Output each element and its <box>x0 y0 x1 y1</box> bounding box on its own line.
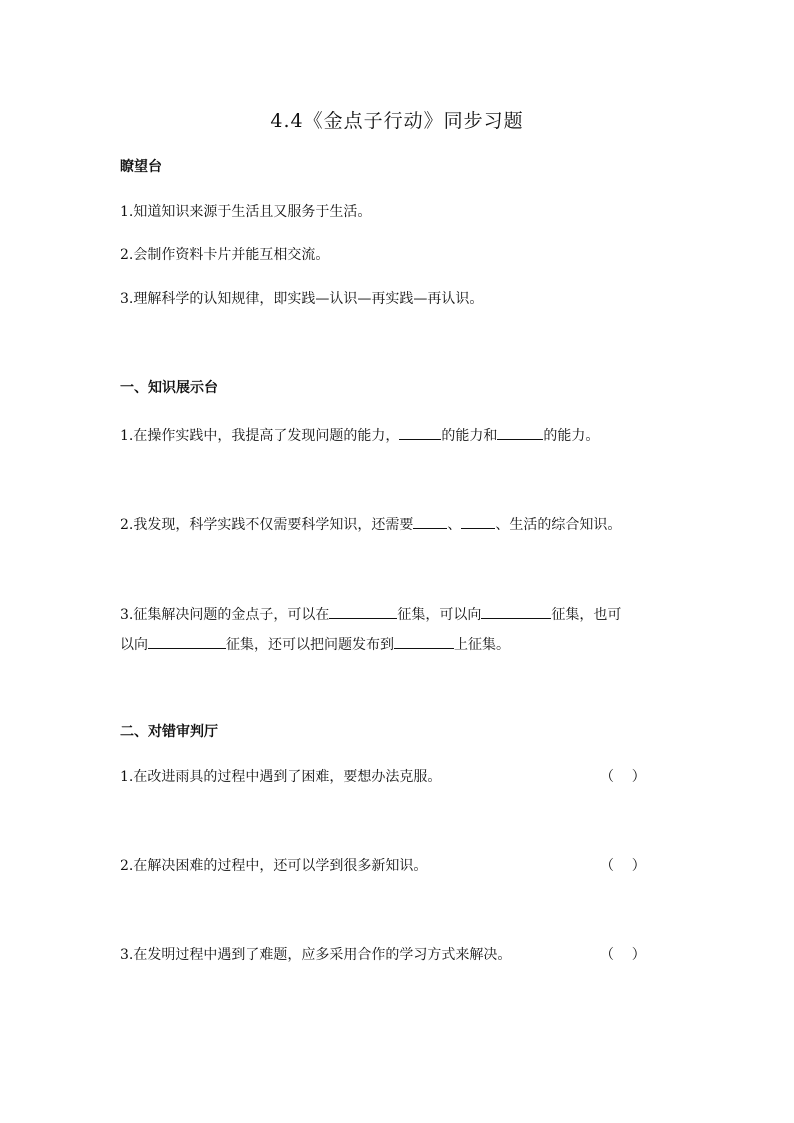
fill-question-3-line-1 <box>120 603 621 625</box>
question-text: 、生活的综合知识。 <box>495 517 622 533</box>
answer-blank[interactable] <box>481 603 551 619</box>
answer-parentheses[interactable]: （ ） <box>600 858 646 874</box>
answer-blank[interactable] <box>497 424 543 440</box>
answer-parentheses[interactable]: （ ） <box>600 769 646 785</box>
question-text: 上征集。 <box>454 637 510 653</box>
answer-blank[interactable] <box>413 513 447 529</box>
question-text: 1.在操作实践中，我提高了发现问题的能力， <box>120 428 400 444</box>
question-text: 征集，还可以把问题发布到 <box>226 637 394 653</box>
goal-item: 2.会制作资料卡片并能互相交流。 <box>120 247 330 263</box>
answer-parentheses[interactable]: （ ） <box>600 947 646 963</box>
question-text: 以向 <box>120 637 148 653</box>
question-text: 3.征集解决问题的金点子，可以在 <box>120 607 330 623</box>
page-title: 4.4《金点子行动》同步习题 <box>270 110 524 132</box>
question-text: 2.我发现，科学实践不仅需要科学知识，还需要 <box>120 517 414 533</box>
question-text: 的能力。 <box>543 428 600 444</box>
answer-blank[interactable] <box>399 424 441 440</box>
question-text: 、 <box>447 517 462 533</box>
goal-item: 3.理解科学的认知规律，即实践—认识—再实践—再认识。 <box>120 291 484 307</box>
fill-question-2 <box>120 513 621 535</box>
judge-item: 3.在发明过程中遇到了难题，应多采用合作的学习方式来解决。 <box>120 947 512 963</box>
goal-item: 1.知道知识来源于生活且又服务于生活。 <box>120 204 372 220</box>
question-text: 的能力和 <box>441 428 498 444</box>
question-text: 征集，可以向 <box>397 607 482 623</box>
section2-heading: 二、对错审判厅 <box>120 724 218 740</box>
goals-heading: 瞭望台 <box>120 159 162 175</box>
answer-blank[interactable] <box>461 513 495 529</box>
answer-blank[interactable] <box>394 633 454 649</box>
judge-item: 2.在解决困难的过程中，还可以学到很多新知识。 <box>120 858 428 874</box>
judge-item: 1.在改进雨具的过程中遇到了困难，要想办法克服。 <box>120 769 442 785</box>
section1-heading: 一、知识展示台 <box>120 380 218 396</box>
answer-blank[interactable] <box>148 633 226 649</box>
fill-question-3-line-2 <box>120 633 510 655</box>
fill-question-1 <box>120 424 599 446</box>
answer-blank[interactable] <box>329 603 397 619</box>
question-text: 征集，也可 <box>551 607 622 623</box>
